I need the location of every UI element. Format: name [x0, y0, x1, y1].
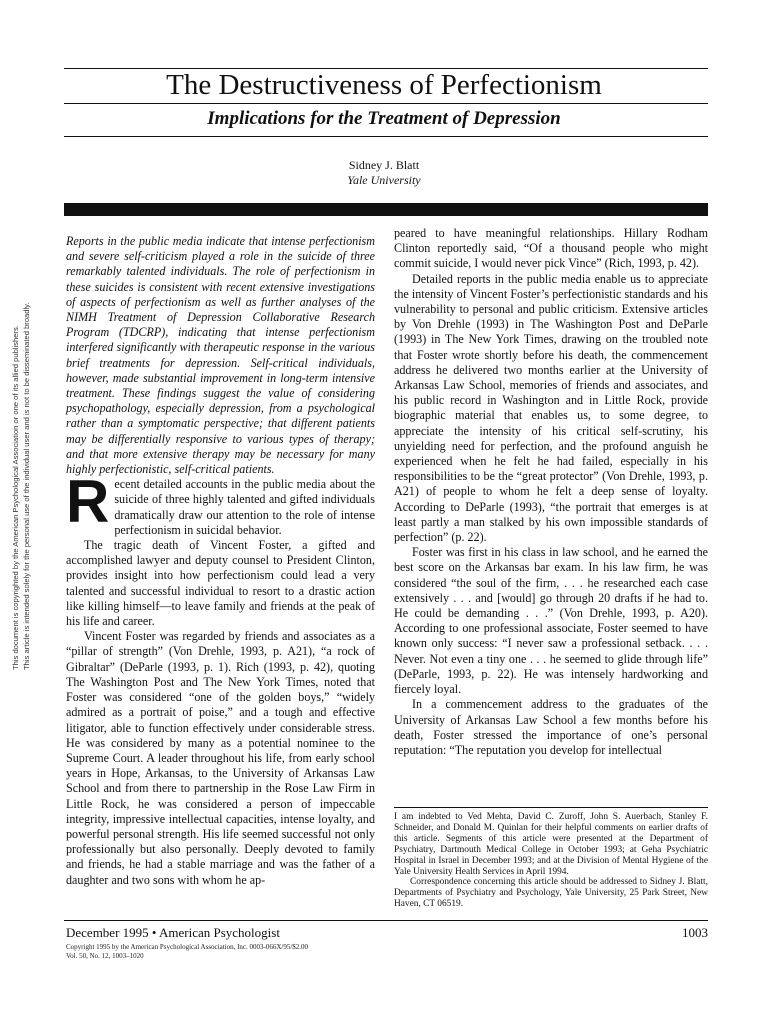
footer-rule	[64, 920, 708, 921]
side-notice-line-1: This document is copyrighted by the American Psychological Association or one of its allied publishers.	[11, 325, 20, 670]
body-paragraph-2: The tragic death of Vincent Foster, a gifted and accomplished lawyer and deputy counsel to President Clinton, provides insight into how perfectionism could lead a very talented and successful individual to resort to a drastic action like killing himself—to leave family and friends at the peak of his life and career.	[66, 538, 375, 629]
copyright-line-2: Vol. 50, No. 12, 1003–1020	[66, 951, 144, 960]
body-paragraph-3: Vincent Foster was regarded by friends and associates as a “pillar of strength” (Von Drehle, 1993, p. A21), “a rock of Gibraltar” (DeParle (1993, p. 1). Rich (1993, p. 42), quoting The Washington Post and The New York Times, noted that Foster was considered “one of the golden boys,” “widely admired as a portrait of poise,” and a tough and effective litigator, able to function effectively under considerable stress. He was considered by many as a potential nominee to the Supreme Court. A leader throughout his life, from early school years in Hope, Arkansas, to the University of Arkansas Law School and from there to partnership in the Rose Law Firm in Little Rock, he was considered a person of impeccable integrity, impressive intellectual capacities, intense loyalty, and powerful personal strength. His life seemed successful not only professionally but also personally. Deeply devoted to family and friends, he had a stable marriage and was the father of a daughter and two sons with whom he ap-	[66, 629, 375, 887]
acknowledgment-note: I am indebted to Ved Mehta, David C. Zuroff, John S. Auerbach, Stanley F. Schneider, and Donald M. Quinlan for their helpful comments on earlier drafts of this article. Segments of this article were presented at the Department of Psychiatry, Dartmouth Medical College in October 1993; at Geha Psychiatric Hospital in Israel in December 1993; and at the Division of Mental Hygiene of the Yale University Health Services in April 1994.	[394, 812, 708, 877]
copyright-line-1: Copyright 1995 by the American Psychological Association, Inc. 0003-066X/95/$2.00	[66, 943, 309, 951]
subtitle-rule	[64, 136, 708, 137]
footnote-rule	[394, 807, 708, 808]
right-paragraph-3: Foster was first in his class in law school, and he earned the best score on the Arkansas bar exam. In his law firm, he was considered “the soul of the firm, . . . he researched each case extensively . . . and [would] go through 20 drafts if he had to. He could be demanding . . .” (Von Drehle, 1993, p. A20). According to one professional associate, Foster seemed to have known only success: “I never saw a professional setback. . . . Never. Not even a tiny one . . . he seemed to glide through life” (DeParle, 1993, p. 22). He was intensely hardworking and fiercely loyal.	[394, 545, 708, 697]
page-number: 1003	[682, 925, 708, 940]
article-subtitle: Implications for the Treatment of Depression	[207, 108, 561, 129]
right-paragraph-1: peared to have meaningful relationships. Hillary Rodham Clinton reportedly said, “Of a thousand people who might commit suicide, I would never pick Vince” (Rich, 1993, p. 42).	[394, 226, 708, 271]
left-column	[66, 234, 375, 888]
article-title: The Destructiveness of Perfectionism	[166, 69, 602, 101]
drop-cap: R	[66, 468, 110, 536]
copyright-line	[66, 943, 308, 960]
correspondence-note: Correspondence concerning this article should be addressed to Sidney J. Blatt, Departments of Psychiatry and Psychology, Yale University, 25 Park Street, New Haven, CT 06519.	[394, 877, 708, 910]
author-affiliation: Yale University	[347, 173, 421, 187]
right-paragraph-4: In a commencement address to the graduates of the University of Arkansas Law School a few months before his death, Foster stressed the importance of one’s personal reputation: “The reputation you develop for intellectual	[394, 697, 708, 757]
right-paragraph-2: Detailed reports in the public media enable us to appreciate the intensity of Vincent Foster’s perfectionistic standards and his vulnerability to personal and public criticism. Extensive articles by Von Drehle (1993) in The Washington Post and DeParle (1993) in The New York Times, drawing on the troubled note that Foster wrote shortly before his death, the commencement address he delivered two months earlier at the University of Arkansas Law School, memories of friends and associates, and his public record in Washington and in Little Rock, provide biographic material that enables us, to some degree, to appreciate the intensity of his critical self-scrutiny, his unyielding need for perfection, and the profound anguish he experienced when he felt he had failed, especially in his responsibilities to be the “great protector” (Von Drehle, 1993, p. A21) of people to whom he felt a deep sense of loyalty. According to DeParle (1993), “the portrait that emerges is at least partly a man stalked by his own impossible standards of perfection” (p. 22).	[394, 271, 708, 545]
right-column	[394, 226, 708, 758]
abstract: Reports in the public media indicate that intense perfectionism and severe self-criticism played a role in the suicide of three remarkably talented individuals. The role of perfectionism in these suicides is consistent with recent extensive investigations of aspects of perfectionism as well as further analyses of the NIMH Treatment of Depression Collaborative Research Program (TDCRP), indicating that intense perfectionism interfered significantly with therapeutic response in the various brief treatments for depression. Self-critical individuals, however, made substantial improvement in long-term intensive treatment. These findings suggest the value of considering psychopathology, especially depression, from a psychological rather than a symptomatic perspective; that different patients may be differentially responsive to various types of therapy; and that more extensive therapy may be necessary for many highly perfectionistic, self-critical patients.	[66, 234, 375, 477]
thick-divider	[64, 203, 708, 216]
title-rule	[64, 103, 708, 104]
journal-footer: December 1995 • American Psychologist	[66, 925, 280, 940]
body-lead-paragraph	[66, 468, 375, 538]
lead-text: ecent detailed accounts in the public media about the suicide of three highly talented and gifted individuals dramatically draw our attention to the role of intense perfectionism in suicidal behavior.	[114, 477, 375, 537]
author-name: Sidney J. Blatt	[348, 158, 420, 172]
copyright-side-notice	[10, 250, 36, 670]
side-notice-line-2: This article is intended solely for the personal use of the individual user and is not to be disseminated broadly.	[22, 302, 31, 670]
author-notes	[394, 812, 708, 910]
